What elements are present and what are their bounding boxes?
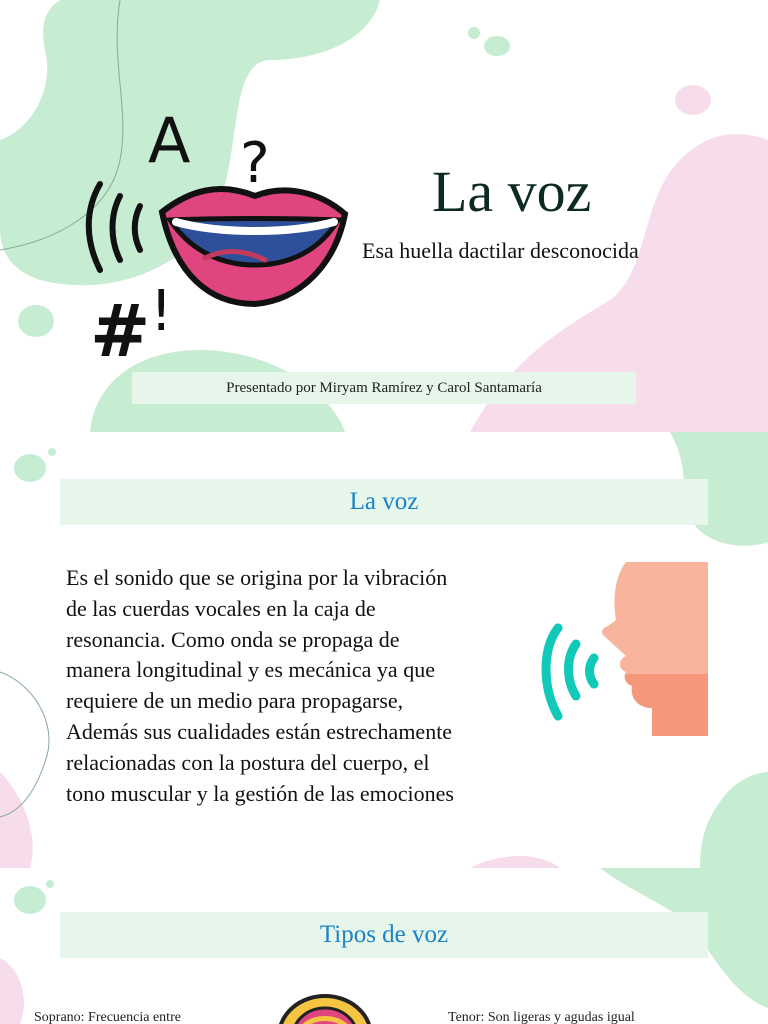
presenter-text: Presentado por Miryam Ramírez y Carol Santamaría bbox=[226, 379, 542, 396]
tenor-text: Tenor: Son ligeras y agudas igual bbox=[448, 1010, 635, 1024]
definition-text: Es el sonido que se origina por la vibración de las cuerdas vocales en la caja de resonancia. Como onda se propaga de manera longitudinal y es mecánica ya que requiere de un medio para propagarse, Además sus cualidades están estrechamente relacionadas con la postura del cuerpo, el tono muscular y la gestión de las emociones bbox=[66, 565, 454, 806]
section-heading: Tipos de voz bbox=[319, 921, 449, 948]
section-heading: La voz bbox=[349, 488, 419, 515]
speaking-mouth-icon bbox=[80, 100, 360, 370]
section-heading-bar bbox=[60, 479, 708, 525]
speaking-head-icon bbox=[530, 558, 714, 738]
title-slide bbox=[0, 0, 768, 432]
definition-slide bbox=[0, 432, 768, 868]
question-mark-glyph: ? bbox=[240, 131, 270, 196]
hash-glyph: # bbox=[90, 289, 151, 370]
letter-a-glyph: A bbox=[148, 104, 191, 177]
slide-subtitle: Esa huella dactilar desconocida bbox=[362, 238, 639, 263]
section-heading-bar bbox=[60, 912, 708, 958]
slide-title: La voz bbox=[432, 159, 592, 224]
vocal-cords-icon bbox=[270, 986, 380, 1024]
presenter-bar bbox=[132, 372, 636, 404]
soprano-text: Soprano: Frecuencia entre bbox=[34, 1010, 181, 1024]
voice-types-slide bbox=[0, 868, 768, 1024]
exclamation-glyph: ! bbox=[150, 279, 173, 344]
